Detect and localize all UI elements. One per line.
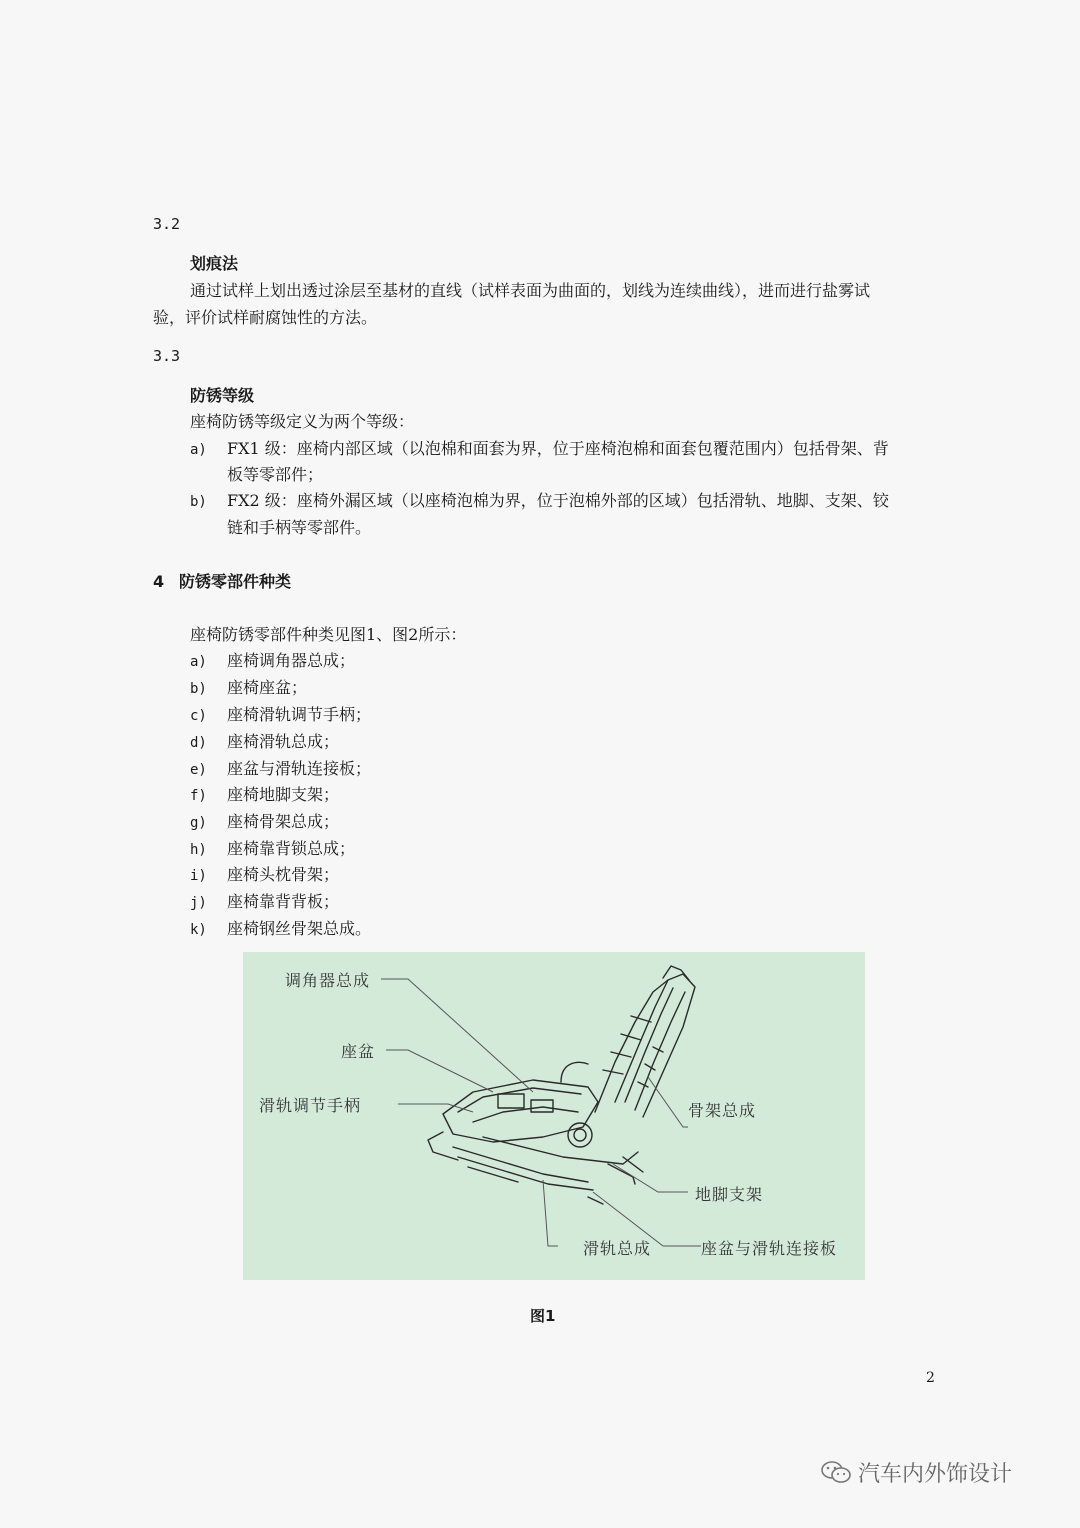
watermark-text: 汽车内外饰设计 [858,1461,1013,1487]
figure-1-caption: 图1 [530,1307,556,1325]
part-item-text: 座椅调角器总成； [227,651,356,670]
label-foot-bracket: 地脚支架 [695,1185,764,1204]
section-3-2-number: 3.2 [153,215,181,233]
part-item-text: 座椅滑轨调节手柄； [227,705,372,724]
part-item-label: j) [190,895,207,911]
section-4-heading [153,572,291,592]
part-item-label: i) [190,868,207,884]
label-frame: 骨架总成 [688,1101,757,1120]
part-item-text: 座椅头枕骨架； [227,865,340,884]
part-item-label: h) [190,842,207,858]
grade-item-line-2: 板等零部件； [227,465,324,484]
grade-item-label: b) [190,494,207,510]
section-3-2-line-2: 验，评价试样耐腐蚀性的方法。 [153,308,378,327]
section-3-2-term: 划痕法 [190,254,239,273]
section-3-3-term: 防锈等级 [190,386,255,405]
part-item-label: c) [190,708,207,724]
part-item-label: f) [190,788,207,804]
section-4-title: 防锈零部件种类 [179,572,292,591]
part-item-label: e) [190,762,207,778]
label-slide-rail: 滑轨总成 [583,1239,652,1258]
grade-item-line-2: 链和手柄等零部件。 [227,518,372,537]
grade-item-label: a) [190,442,207,458]
label-seat-pan: 座盆 [341,1042,376,1061]
part-item-label: b) [190,681,207,697]
grade-item-line-1: FX1 级：座椅内部区域（以泡棉和面套为界，位于座椅泡棉和面套包覆范围内）包括骨架、背 [227,439,889,458]
part-item-text: 座椅滑轨总成； [227,732,340,751]
section-3-3-intro: 座椅防锈等级定义为两个等级： [190,412,415,431]
figure-1-seat-diagram [243,952,865,1280]
part-item-label: g) [190,815,207,831]
part-item-text: 座椅座盆； [227,678,308,697]
label-slide-handle: 滑轨调节手柄 [259,1096,362,1115]
part-item-label: a) [190,654,207,670]
part-item-text: 座盆与滑轨连接板； [227,759,372,778]
grade-item-line-1: FX2 级：座椅外漏区域（以座椅泡棉为界，位于泡棉外部的区域）包括滑轨、地脚、支架、铰 [227,491,889,510]
page-number: 2 [926,1370,935,1386]
part-item-text: 座椅骨架总成； [227,812,340,831]
label-connector: 座盆与滑轨连接板 [701,1239,838,1258]
part-item-text: 座椅钢丝骨架总成。 [227,919,372,938]
part-item-label: d) [190,735,207,751]
section-3-2-line-1: 通过试样上划出透过涂层至基材的直线（试样表面为曲面的，划线为连续曲线），进而进行盐雾试 [190,281,871,300]
part-item-text: 座椅地脚支架； [227,785,340,804]
part-item-text: 座椅靠背锁总成； [227,839,356,858]
label-recliner: 调角器总成 [285,971,371,990]
seat-illustration [243,952,865,1280]
part-item-label: k) [190,922,207,938]
wechat-icon [820,1459,852,1485]
section-4-intro: 座椅防锈零部件种类见图1、图2所示： [190,625,467,644]
section-3-3-number: 3.3 [153,347,181,365]
watermark [820,1455,1012,1489]
section-4-number: 4 [153,572,165,591]
part-item-text: 座椅靠背背板； [227,892,340,911]
